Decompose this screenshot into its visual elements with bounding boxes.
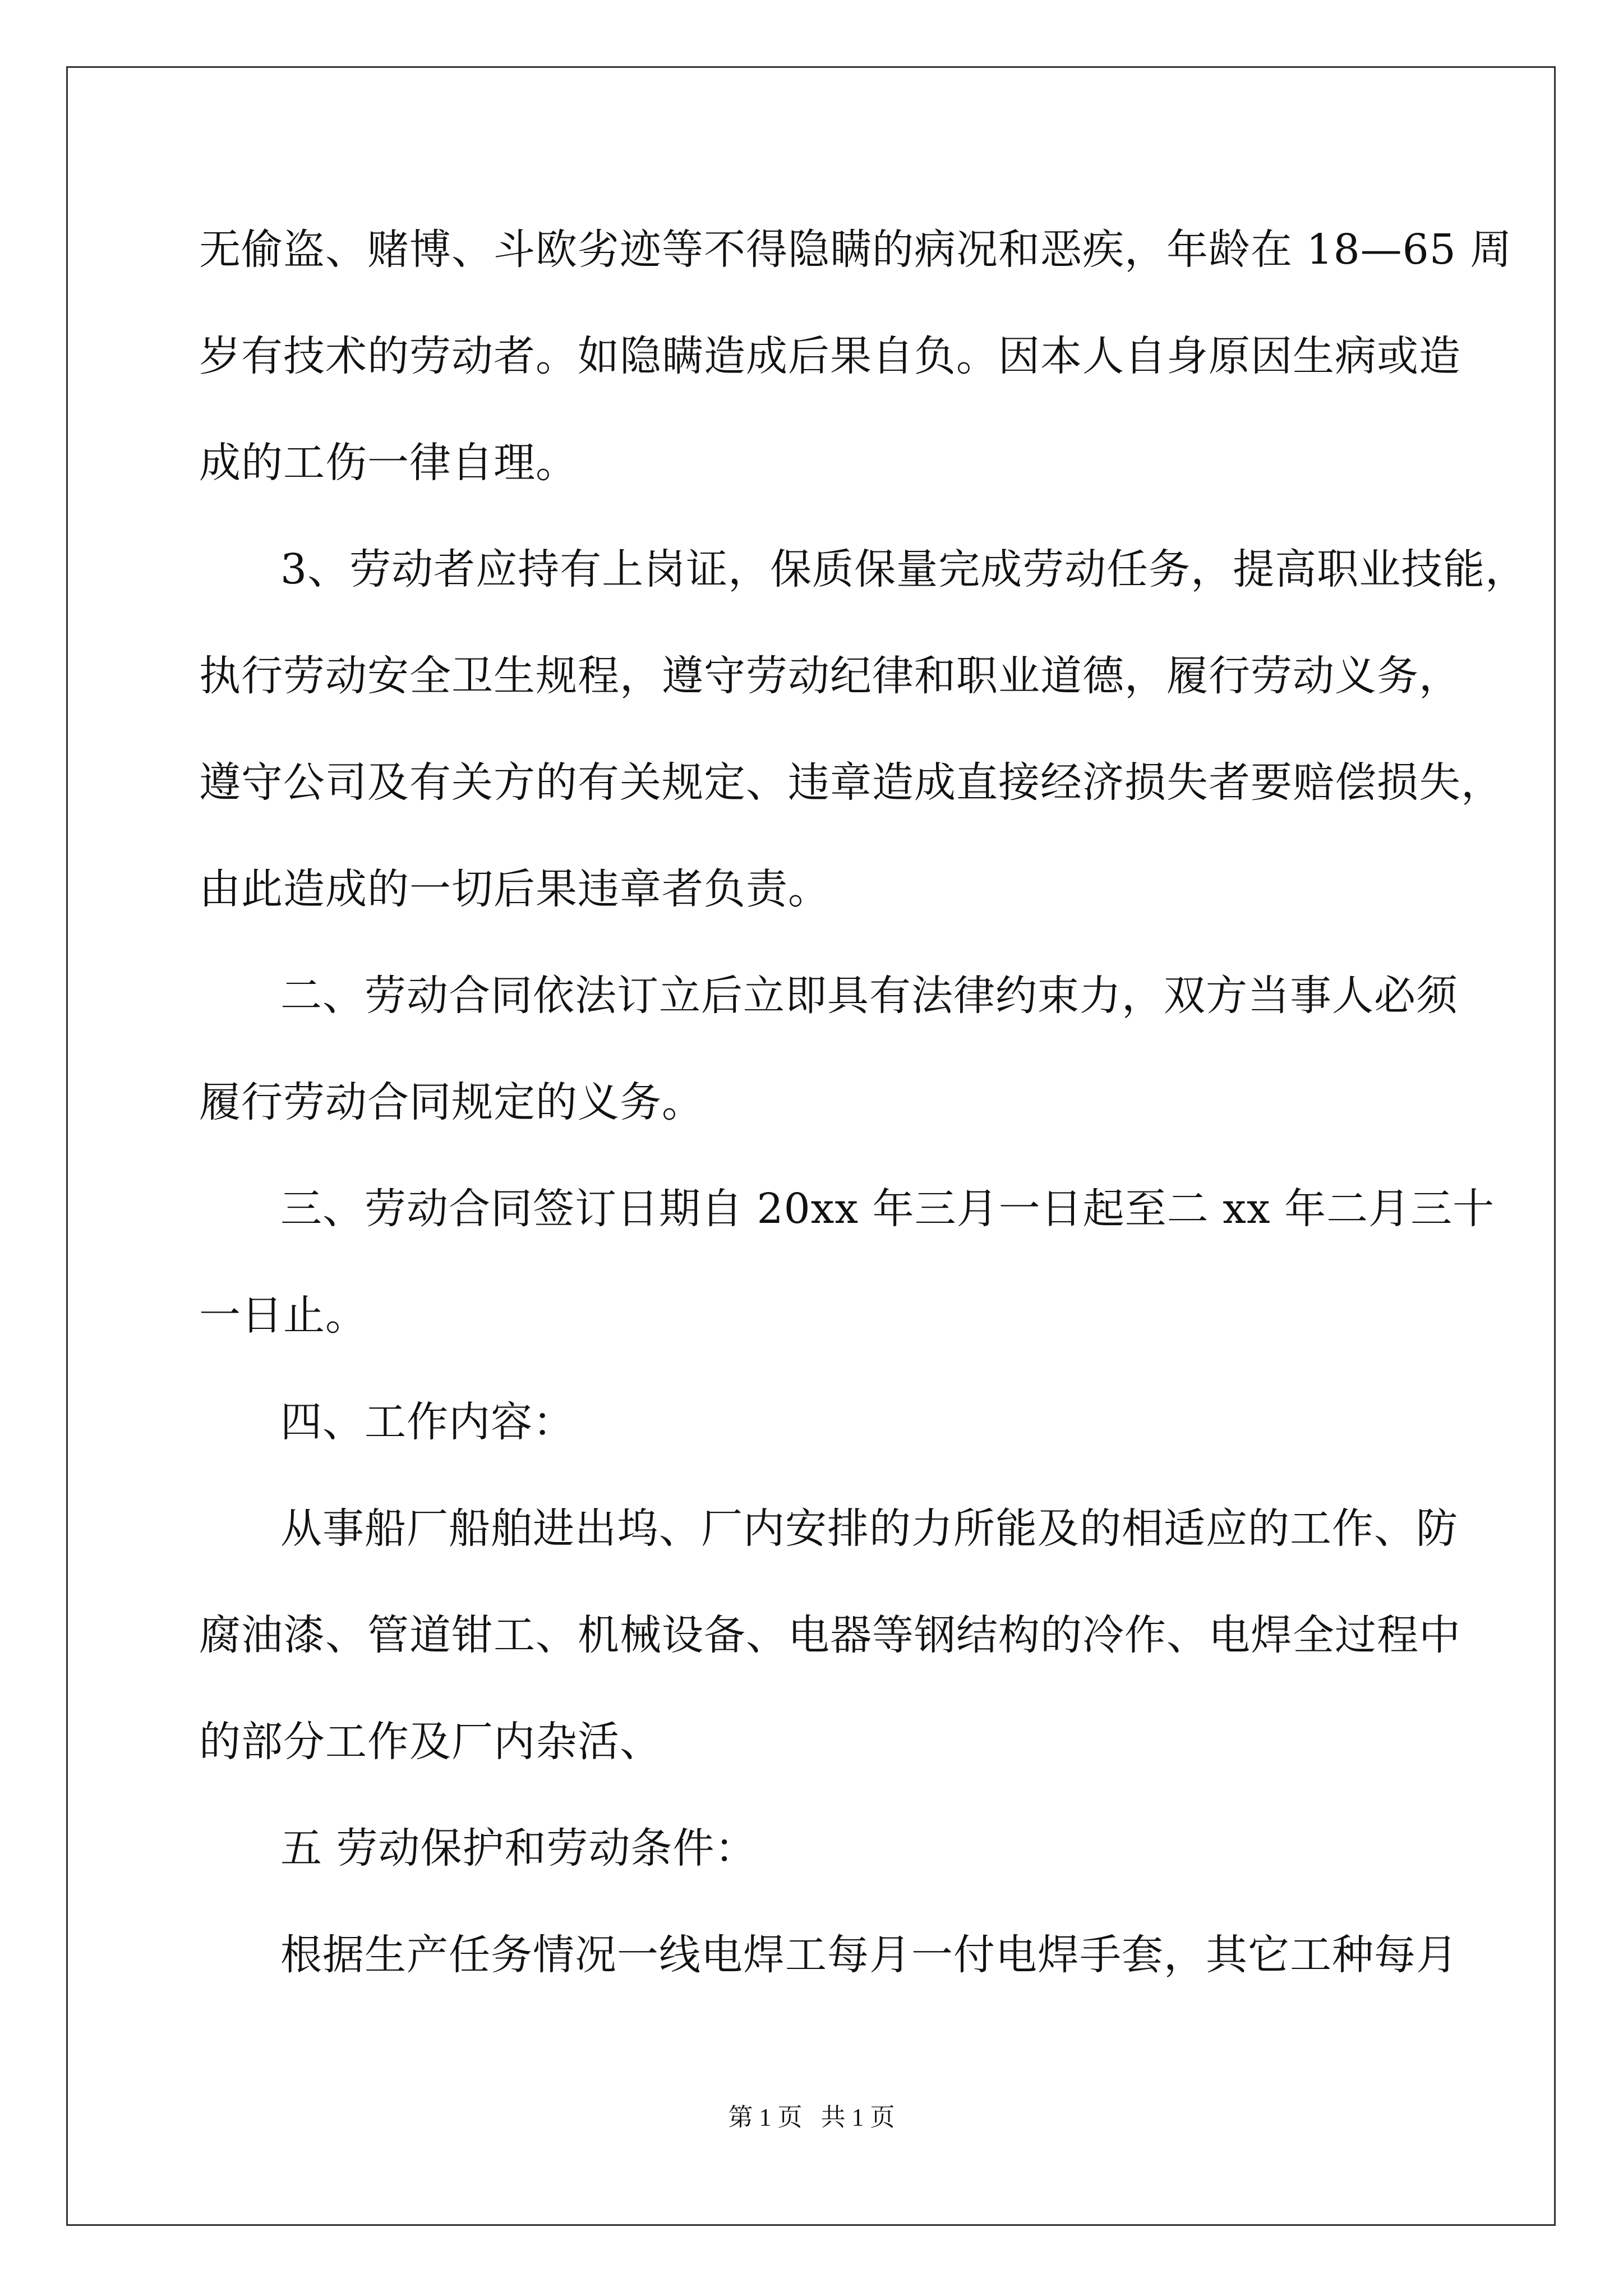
text-line-3: 成的工伤一律自理。	[199, 439, 578, 487]
text-line-7: 由此造成的一切后果违章者负责。	[199, 865, 830, 913]
page-footer: 第 1 页 共 1 页	[728, 2104, 895, 2131]
text-line-17: 根据生产任务情况一线电焊工每月一付电焊手套，其它工种每月	[280, 1931, 1458, 1979]
text-line-15: 的部分工作及厂内杂活、	[199, 1718, 662, 1766]
text-line-16: 五 劳动保护和劳动条件：	[280, 1824, 757, 1872]
text-line-11: 一日止。	[199, 1291, 367, 1340]
text-line-12: 四、工作内容：	[280, 1398, 575, 1446]
text-line-8: 二、劳动合同依法订立后立即具有法律约束力，双方当事人必须	[280, 972, 1458, 1020]
text-line-6: 遵守公司及有关方的有关规定、违章造成直接经济损失者要赔偿损失，	[199, 758, 1503, 807]
text-line-5: 执行劳动安全卫生规程，遵守劳动纪律和职业道德，履行劳动义务，	[199, 652, 1461, 700]
text-line-4: 3、劳动者应持有上岗证，保质保量完成劳动任务，提高职业技能，	[280, 545, 1528, 593]
text-line-2: 岁有技术的劳动者。如隐瞒造成后果自负。因本人自身原因生病或造	[199, 332, 1461, 380]
text-line-14: 腐油漆、管道钳工、机械设备、电器等钢结构的冷作、电焊全过程中	[199, 1611, 1461, 1659]
text-line-10: 三、劳动合同签订日期自 20xx 年三月一日起至二 xx 年二月三十	[280, 1185, 1495, 1233]
text-line-9: 履行劳动合同规定的义务。	[199, 1078, 704, 1126]
text-line-13: 从事船厂船舶进出坞、厂内安排的力所能及的相适应的工作、防	[280, 1504, 1458, 1553]
document-body	[199, 210, 1528, 2022]
text-line-1: 无偷盗、赌博、斗欧劣迹等不得隐瞒的病况和恶疾，年龄在 18—65 周	[199, 226, 1513, 274]
